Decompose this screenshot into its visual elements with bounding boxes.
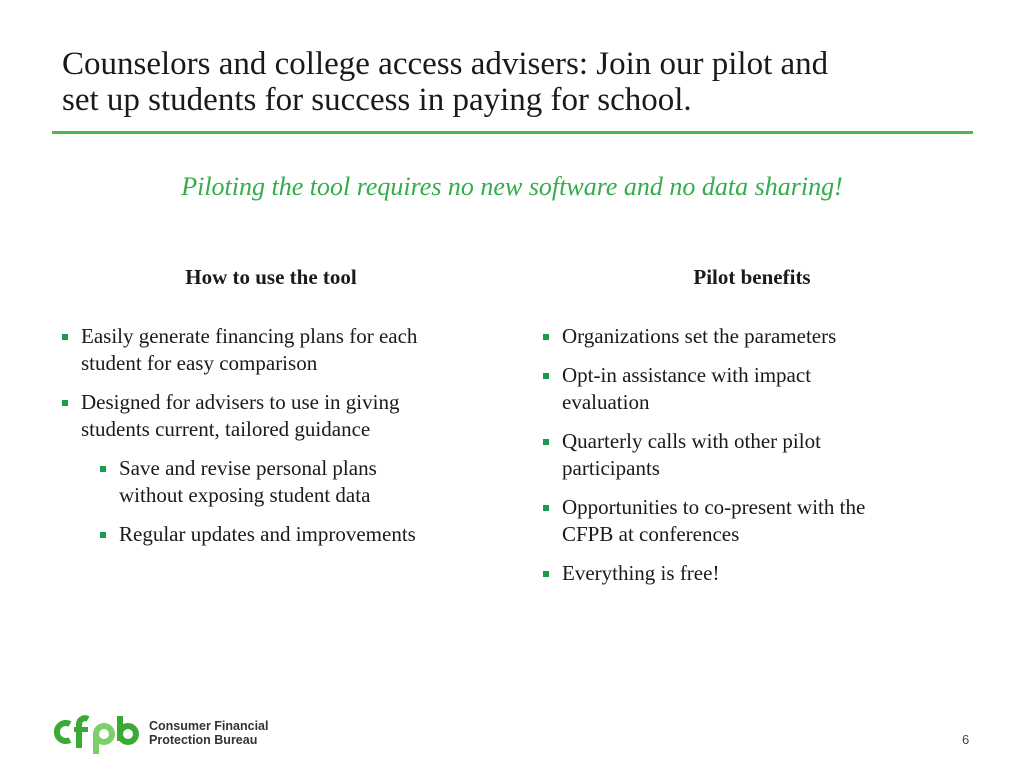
bullet-icon	[543, 439, 549, 445]
list-item	[562, 428, 821, 482]
bullet-icon	[100, 466, 106, 472]
bullet-icon	[62, 334, 68, 340]
item-line: student for easy comparison	[81, 351, 318, 375]
bullet-icon	[543, 373, 549, 379]
list-item-sub	[119, 521, 416, 548]
logo-text-line: Protection Bureau	[149, 733, 258, 747]
item-line: Everything is free!	[562, 561, 720, 585]
list-item	[562, 560, 719, 587]
title-line: Counselors and college access advisers: Join our pilot and	[62, 46, 829, 82]
title-divider	[52, 131, 973, 134]
slide-title	[62, 46, 982, 118]
list-item	[562, 362, 811, 416]
logo-text-line: Consumer Financial	[149, 719, 269, 733]
list-item-sub	[119, 455, 377, 509]
item-line: Opt-in assistance with impact	[562, 363, 812, 387]
cfpb-logo-icon	[52, 710, 142, 756]
bullet-icon	[100, 532, 106, 538]
item-line: Opportunities to co-present with the	[562, 495, 866, 519]
bullet-icon	[543, 505, 549, 511]
item-line: students current, tailored guidance	[81, 417, 371, 441]
list-item	[81, 323, 417, 377]
title-line: set up students for success in paying for school.	[62, 82, 692, 118]
item-line: participants	[562, 456, 660, 480]
item-line: without exposing student data	[119, 483, 371, 507]
list-item	[81, 389, 399, 443]
item-line: Regular updates and improvements	[119, 522, 416, 546]
item-line: Designed for advisers to use in giving	[81, 390, 400, 414]
item-line: Easily generate financing plans for each	[81, 324, 418, 348]
list-item	[562, 323, 836, 350]
right-column-heading: Pilot benefits	[693, 265, 811, 289]
bullet-icon	[62, 400, 68, 406]
item-line: evaluation	[562, 390, 650, 414]
bullet-icon	[543, 334, 549, 340]
bullet-icon	[543, 571, 549, 577]
page-number: 6	[962, 732, 970, 747]
item-line: CFPB at conferences	[562, 522, 740, 546]
item-line: Organizations set the parameters	[562, 324, 837, 348]
item-line: Quarterly calls with other pilot	[562, 429, 821, 453]
left-column-heading: How to use the tool	[185, 265, 357, 289]
list-item	[562, 494, 865, 548]
cfpb-logo-text	[149, 719, 268, 747]
item-line: Save and revise personal plans	[119, 456, 377, 480]
subtitle: Piloting the tool requires no new software and no data sharing!	[181, 172, 843, 201]
